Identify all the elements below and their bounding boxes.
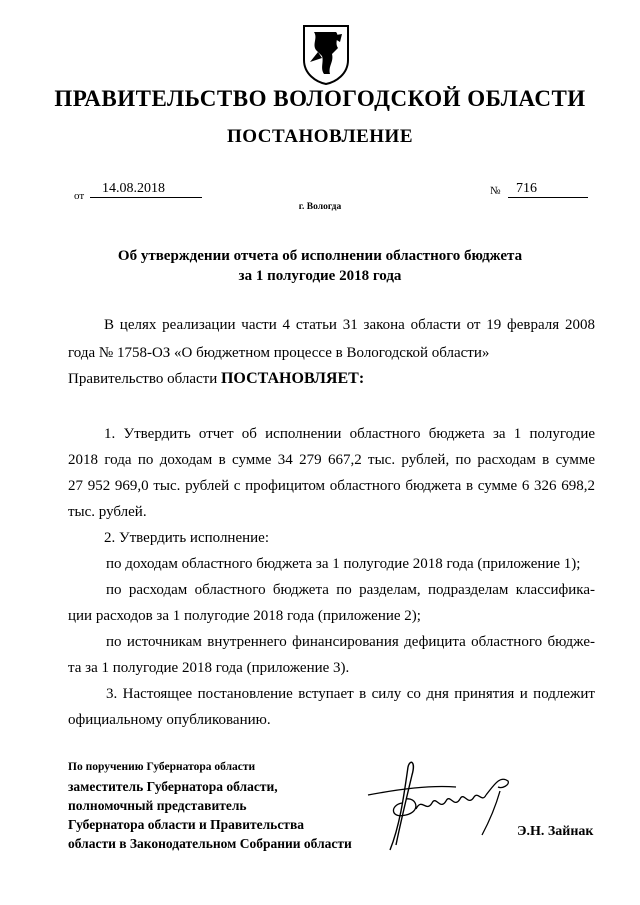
signatory-line-5: области в Законодательном Собрании области: [68, 836, 352, 851]
item1-line-3: 27 952 969,0 тыс. рублей с профицитом областного бюджета в сумме 6 326 698,2: [68, 478, 595, 494]
government-title: ПРАВИТЕЛЬСТВО ВОЛОГОДСКОЙ ОБЛАСТИ: [54, 86, 586, 111]
signatory-name: Э.Н. Зайнак: [517, 824, 594, 839]
subject-line-1: Об утверждении отчета об исполнении областного бюджета: [117, 248, 523, 264]
item3-line-2: официальному опубликованию.: [68, 712, 271, 728]
item2-income: по доходам областного бюджета за 1 полугодие 2018 года (приложение 1);: [106, 556, 581, 572]
document-subject: [0, 246, 640, 286]
signatory-block: [68, 758, 352, 853]
signatory-line-3: полномочный представитель: [68, 798, 247, 813]
document-number: 716: [508, 181, 588, 198]
coat-of-arms-icon: [300, 22, 352, 86]
preamble-line-3: [68, 368, 364, 390]
decree-word: ПОСТАНОВЛЯЕТ:: [220, 370, 365, 387]
item2-expense-line-2: ции расходов за 1 полугодие 2018 года (приложение 2);: [68, 608, 421, 624]
item2-heading: 2. Утвердить исполнение:: [104, 530, 269, 546]
document-date: 14.08.2018: [90, 181, 202, 198]
city: г. Вологда: [298, 202, 342, 212]
item2-expense-line-1: по расходам областного бюджета по разделам, подразделам классифика-: [106, 582, 595, 598]
handwritten-signature: [360, 745, 530, 865]
subject-line-2: за 1 полугодие 2018 года: [238, 268, 402, 284]
preamble-line-1: В целях реализации части 4 статьи 31 закона области от 19 февраля 2008: [104, 317, 595, 333]
signatory-line-2: заместитель Губернатора области,: [68, 779, 278, 794]
item2-sources-line-1: по источникам внутреннего финансирования дефицита областного бюдже-: [106, 634, 595, 650]
document-type: ПОСТАНОВЛЕНИЕ: [226, 126, 414, 147]
signatory-line-1: По поручению Губернатора области: [68, 761, 256, 773]
item2-sources-line-2: та за 1 полугодие 2018 года (приложение 3).: [68, 660, 350, 676]
item1-line-2: 2018 года по доходам в сумме 34 279 667,2 тыс. рублей, по расходам в сумме: [68, 452, 595, 468]
item1-line-4: тыс. рублей.: [68, 504, 147, 520]
preamble-prefix: Правительство области: [68, 371, 221, 387]
from-label: от: [74, 190, 85, 202]
preamble-line-2: года № 1758-ОЗ «О бюджетном процессе в Вологодской области»: [68, 345, 490, 361]
number-sign: №: [490, 185, 501, 197]
item3-line-1: 3. Настоящее постановление вступает в силу со дня принятия и подлежит: [106, 686, 595, 702]
signatory-line-4: Губернатора области и Правительства: [68, 817, 304, 832]
item1-line-1: 1. Утвердить отчет об исполнении областного бюджета за 1 полугодие: [104, 426, 595, 442]
